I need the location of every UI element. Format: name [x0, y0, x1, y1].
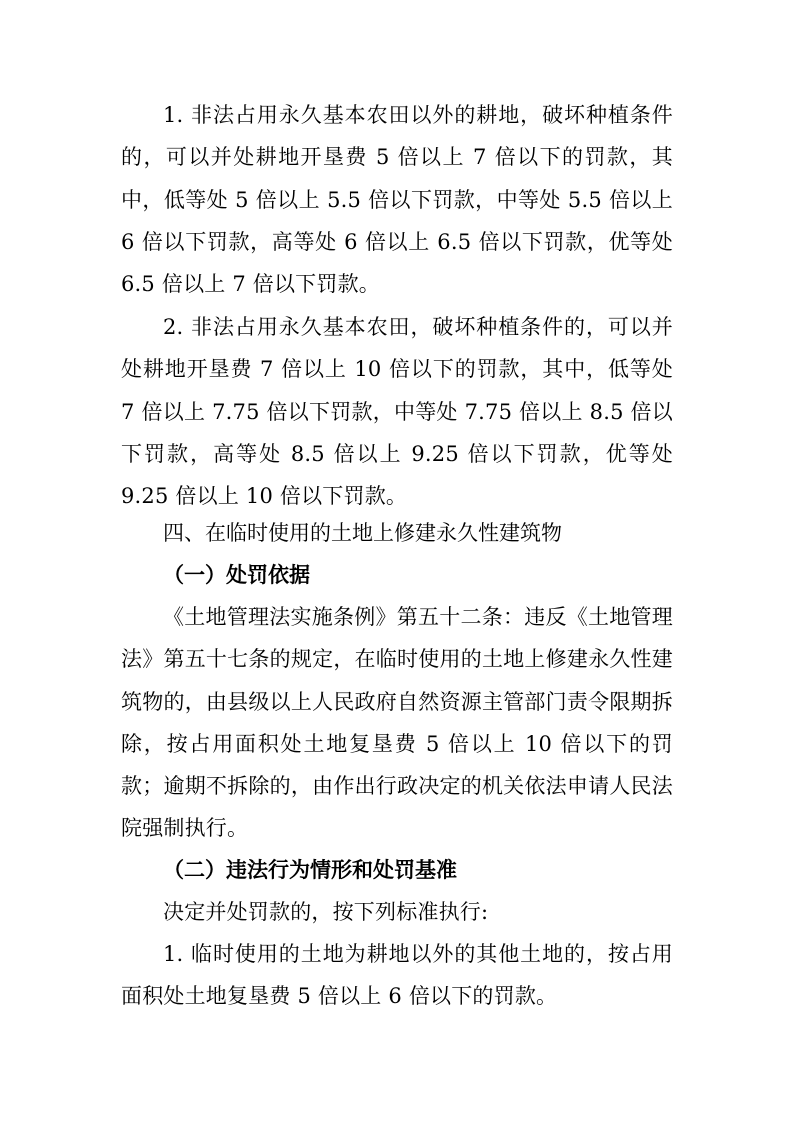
subheading-penalty-basis: （一）处罚依据	[163, 562, 310, 587]
paragraph-penalty-basic-farmland: 2. 非法占用永久基本农田，破坏种植条件的，可以并处耕地开垦费 7 倍以上 10 倍以下的罚款，其中，低等处 7 倍以上 7.75 倍以下罚款，中等处 7.75 倍以上 8.5 倍以下罚款，高等处 8.5 倍以上 9.25 倍以下罚款，优等处 9.25 倍以上 10 倍以下罚款。	[121, 315, 673, 509]
paragraph-penalty-non-basic-farmland: 1. 非法占用永久基本农田以外的耕地，破坏种植条件的，可以并处耕地开垦费 5 倍以上 7 倍以下的罚款，其中，低等处 5 倍以上 5.5 倍以下罚款，中等处 5.5 倍以上 6 倍以下罚款，高等处 6 倍以上 6.5 倍以下罚款，优等处 6.5 倍以上 7 倍以下罚款。	[121, 103, 673, 297]
subheading-violation-and-penalty-standard: （二）违法行为情形和处罚基准	[163, 857, 457, 882]
paragraph-temporary-non-cultivated-land: 1. 临时使用的土地为耕地以外的其他土地的，按占用面积处土地复垦费 5 倍以上 6 倍以下的罚款。	[121, 942, 673, 1009]
section-heading-temporary-land-buildings: 四、在临时使用的土地上修建永久性建筑物	[163, 521, 562, 545]
paragraph-fine-standard-intro: 决定并处罚款的，按下列标准执行:	[163, 900, 489, 924]
paragraph-regulation-article-52: 《土地管理法实施条例》第五十二条：违反《土地管理法》第五十七条的规定，在临时使用的土地上修建永久性建筑物的，由县级以上人民政府自然资源主管部门责令限期拆除，按占用面积处土地复垦费 5 倍以上 10 倍以下的罚款；逾期不拆除的，由作出行政决定的机关依法申请人民法院强制执行。	[121, 605, 673, 841]
